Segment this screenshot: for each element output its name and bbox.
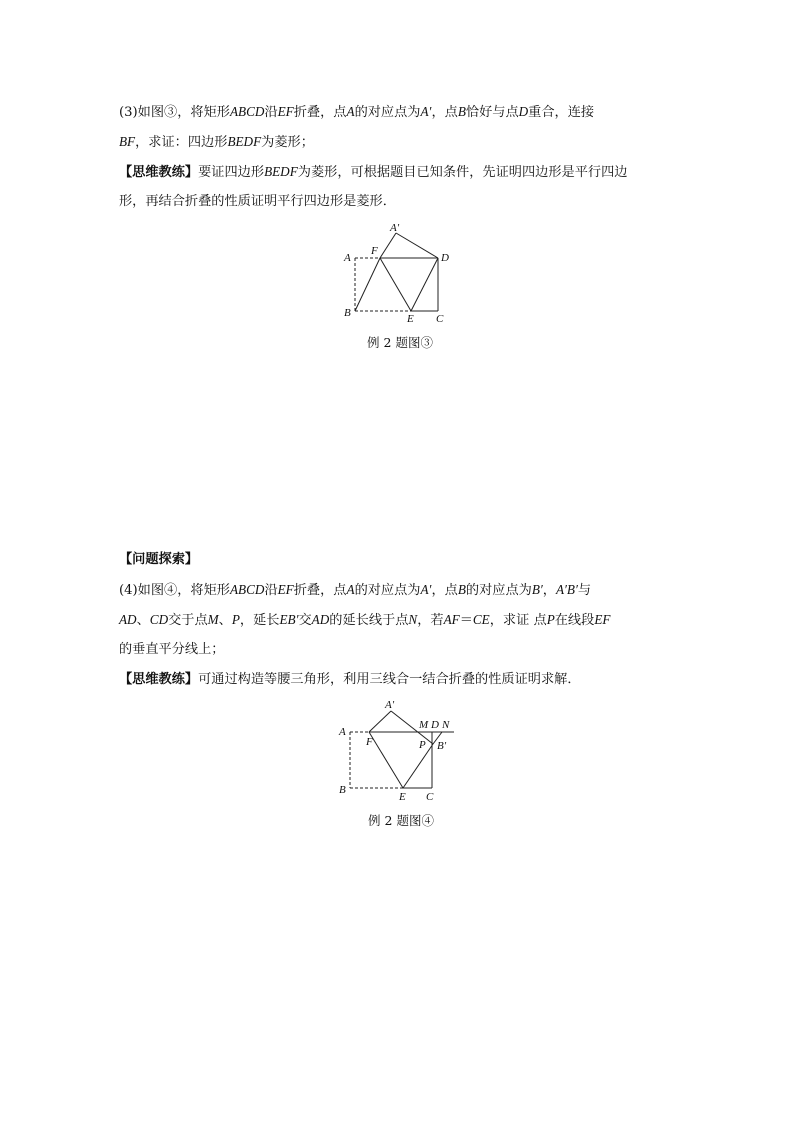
text: 交 <box>298 613 312 628</box>
text: 在线段 <box>554 613 595 628</box>
var: P <box>546 612 555 627</box>
text: (3)如图③，将矩形 <box>119 105 230 120</box>
var: BF <box>119 134 136 149</box>
text: 折叠，点 <box>293 105 347 120</box>
text: 与 <box>577 583 592 598</box>
part4-hint <box>119 665 679 695</box>
var: BEDF <box>264 164 298 179</box>
text: 交于点 <box>168 613 208 628</box>
var: A <box>346 104 355 119</box>
var: CE <box>472 612 490 627</box>
label-B: B <box>344 307 351 319</box>
label-B: B <box>339 784 346 796</box>
text: ，点 <box>431 105 458 120</box>
text: 的对应点为 <box>354 583 421 598</box>
var: ABCD <box>230 582 265 597</box>
label-C: C <box>436 313 444 325</box>
part4-line2 <box>119 605 679 635</box>
text: 的对应点为 <box>354 105 421 120</box>
var: M <box>207 612 219 627</box>
part3-line1 <box>119 97 679 127</box>
text: 恰好与点 <box>465 105 519 120</box>
var: CD <box>149 612 169 627</box>
var: B′ <box>531 582 543 597</box>
label-D: D <box>441 252 449 264</box>
var: AD <box>311 612 330 627</box>
part3-hint-line1 <box>119 157 679 187</box>
var: EF <box>594 612 611 627</box>
figure-4-diagram <box>336 697 466 807</box>
var: D <box>518 104 529 119</box>
label-F: F <box>366 736 373 748</box>
figure-3-diagram <box>340 220 460 325</box>
text: ＝ <box>459 613 473 628</box>
section-title: 【问题探索】 <box>119 552 199 567</box>
var: B <box>457 582 466 597</box>
var: A <box>346 582 355 597</box>
label-A: A <box>339 726 346 738</box>
text: 为菱形； <box>261 135 314 150</box>
text: ，求证：四边形 <box>135 135 228 150</box>
var: A′ <box>420 104 432 119</box>
var: A′ <box>420 582 432 597</box>
figure-4-caption: 例 2 题图④ <box>368 813 434 828</box>
text: 沿 <box>264 105 278 120</box>
text: (4)如图④，将矩形 <box>119 583 230 598</box>
figure-3 <box>340 220 460 325</box>
text: ， <box>542 583 556 598</box>
var: EB′ <box>279 612 299 627</box>
text: ，延长 <box>239 613 280 628</box>
hint-tag: 【思维教练】 <box>119 672 199 687</box>
text: 沿 <box>264 583 278 598</box>
var: N <box>408 612 418 627</box>
var: EF <box>277 582 294 597</box>
label-C: C <box>426 791 434 803</box>
var: AF <box>443 612 460 627</box>
text: 重合，连接 <box>528 105 595 120</box>
text: 、 <box>136 613 150 628</box>
figure-3-caption: 例 2 题图③ <box>367 335 433 350</box>
label-N: N <box>442 719 450 731</box>
var: B <box>457 104 466 119</box>
label-E: E <box>407 313 414 325</box>
label-A-prime: A′ <box>385 699 395 711</box>
text: 的延长线于点 <box>329 613 409 628</box>
label-F: F <box>371 245 378 257</box>
text: 为菱形，可根据题目已知条件，先证明四边形是平行四边 <box>297 165 628 180</box>
part4-statement <box>119 545 679 695</box>
var: P <box>231 612 240 627</box>
label-P: P <box>419 739 426 751</box>
label-B-prime: B′ <box>437 740 447 752</box>
text: ，若 <box>417 613 444 628</box>
var: EF <box>277 104 294 119</box>
part3-hint-line2: 形，再结合折叠的性质证明平行四边形是菱形． <box>119 194 396 209</box>
label-E: E <box>399 791 406 803</box>
var: BEDF <box>227 134 262 149</box>
var: ABCD <box>230 104 265 119</box>
text: 要证四边形 <box>198 165 265 180</box>
label-A: A <box>344 252 351 264</box>
part4-line3: 的垂直平分线上； <box>119 642 225 657</box>
text: ，点 <box>431 583 458 598</box>
part4-line1 <box>119 575 679 605</box>
text: 折叠，点 <box>293 583 347 598</box>
text: 、 <box>218 613 232 628</box>
part3-statement <box>119 97 679 217</box>
label-D: D <box>431 719 439 731</box>
label-A-prime: A′ <box>390 222 400 234</box>
hint-tag: 【思维教练】 <box>119 165 199 180</box>
figure-4 <box>336 697 466 807</box>
var: AD <box>119 612 137 627</box>
text: 的对应点为 <box>465 583 532 598</box>
var: A′B′ <box>555 582 578 597</box>
part3-line2 <box>119 127 679 157</box>
text: 可通过构造等腰三角形，利用三线合一结合折叠的性质证明求解． <box>198 672 581 687</box>
label-M: M <box>419 719 429 731</box>
text: ，求证 点 <box>489 613 547 628</box>
